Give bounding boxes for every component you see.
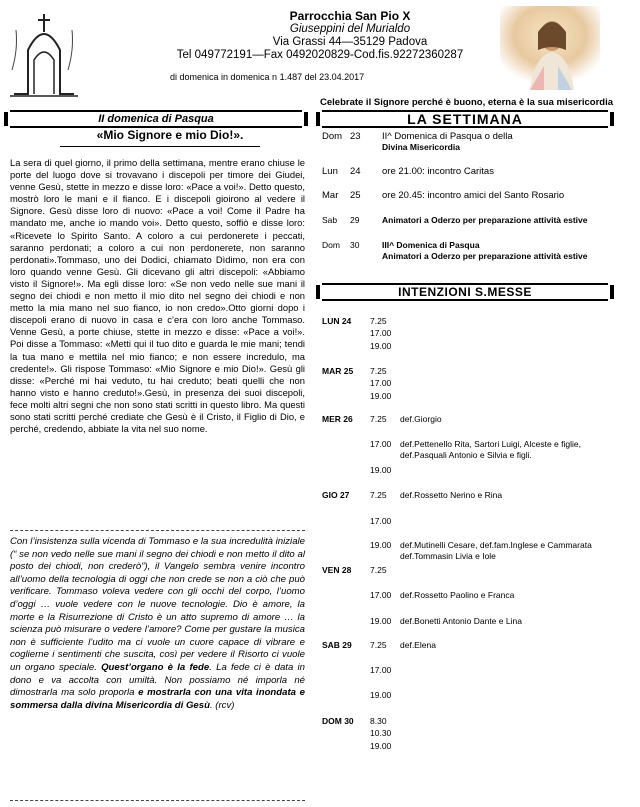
mass-intention: def.Rossetto Paolino e Franca (400, 590, 515, 600)
mass-day-label: MER 26 (322, 414, 353, 424)
week-event: ore 21.00: incontro Caritas (382, 166, 494, 177)
reflection-text (10, 536, 305, 712)
week-date: 29 (350, 215, 360, 225)
reflection-emphasis: e mostrarla con una vita inondata e sommersa dalla divina Misericordia di Gesù (10, 687, 305, 711)
week-event-line: Animatori a Oderzo per preparazione attività estive (382, 251, 588, 261)
mass-time: 19.00 (370, 616, 392, 626)
week-day: Mar (322, 190, 339, 201)
quote-underline (60, 146, 260, 147)
mass-intention: def.Giorgio (400, 414, 442, 424)
mass-time: 7.25 (370, 490, 387, 500)
mass-time: 19.00 (370, 391, 392, 401)
mass-time: 7.25 (370, 366, 387, 376)
mass-intention: def.Elena (400, 640, 436, 650)
divider (10, 530, 305, 531)
mass-time: 19.00 (370, 540, 392, 550)
divine-mercy-image (500, 6, 600, 90)
masses-banner: INTENZIONI S.MESSE (322, 283, 608, 301)
reflection-part: Con l’insistenza sulla vicenda di Tommaso e la sua incredulità iniziale (“ se non vedo nelle sue mani il segno dei chiodi e non metto il dito al posto dei chiodi, non crederò”), il Vangelo sembra venire incontro all’uomo della tecnologia di oggi che non crede se non a ciò che può verificare. Tommaso voleva vedere con gli occhi del corpo, l’uomo d’oggi … vuole vedere con le nuove tecnologie. Dio è amore, la morte e la Risurrezione di Cristo è un atto supremo di amore … la scienza può misurare o vedere l’amore? Come per gustare la musica non è sufficiente l’udito ma ci vuole un cuore capace di vibrare e coglierne i sentimenti che suscita, così per vedere il Risorto ci vuole un organo speciale. (10, 536, 305, 673)
week-date: 25 (350, 190, 361, 201)
week-day: Dom (322, 131, 343, 142)
mass-time: 8.30 (370, 716, 387, 726)
church-logo-icon (8, 10, 80, 98)
week-date: 24 (350, 166, 361, 177)
mass-day-label: SAB 29 (322, 640, 352, 650)
mass-time: 7.25 (370, 640, 387, 650)
mass-time: 17.00 (370, 665, 392, 675)
week-event (382, 240, 612, 262)
mass-day-label: LUN 24 (322, 316, 352, 326)
mass-day-label: VEN 28 (322, 565, 352, 575)
week-event: Animatori a Oderzo per preparazione attività estive (382, 215, 588, 225)
week-day: Dom (322, 240, 340, 250)
issue-line: di domenica in domenica n 1.487 del 23.04.2017 (170, 72, 365, 82)
week-event-line: III^ Domenica di Pasqua (382, 240, 480, 250)
parish-order: Giuseppini del Murialdo (289, 23, 411, 35)
mass-time: 17.00 (370, 590, 392, 600)
sunday-banner: II domenica di Pasqua (10, 110, 302, 128)
mass-time: 7.25 (370, 565, 387, 575)
mass-day-label: GIO 27 (322, 490, 350, 500)
mass-time: 19.00 (370, 690, 392, 700)
week-banner: LA SETTIMANA (322, 110, 608, 128)
mass-intention: def.Pettenello Rita, Sartori Luigi, Alceste e figlie, def.Pasquali Antonio e Silvia e figli. (400, 439, 581, 460)
mass-time: 7.25 (370, 414, 387, 424)
mass-time: 19.00 (370, 341, 392, 351)
motto: Celebrate il Signore perché è buono, eterna è la sua misericordia (320, 97, 614, 108)
mass-time: 10.30 (370, 728, 392, 738)
week-day: Sab (322, 215, 338, 225)
parish-name: Parrocchia San Pio X (289, 9, 411, 23)
mass-time: 19.00 (370, 465, 392, 475)
parish-address: Via Grassi 44—35129 Padova (272, 36, 428, 48)
mass-intention: def.Bonetti Antonio Dante e Lina (400, 616, 522, 626)
mass-intention: def.Mutinelli Cesare, def.fam.Inglese e Cammarata def.Tommasin Livia e Iole (400, 540, 592, 561)
week-date: 23 (350, 131, 361, 142)
week-event (382, 131, 612, 153)
mass-time: 17.00 (370, 378, 392, 388)
divider (10, 800, 305, 801)
week-day: Lun (322, 166, 338, 177)
mass-time: 17.00 (370, 439, 392, 449)
week-event: ore 20.45: incontro amici del Santo Rosario (382, 190, 565, 201)
reflection-part: . La fede ci è data in dono e va accolta con umiltà. Non possiamo né imporla né dimostrarla ma solo proporla (10, 661, 305, 699)
reflection-part: . (rcv) (209, 699, 235, 711)
parish-contacts: Tel 049772191—Fax 0492020829-Cod.fis.92272360287 (176, 49, 464, 61)
mass-time: 7.25 (370, 316, 387, 326)
gospel-text: La sera di quel giorno, il primo della settimana, mentre erano chiuse le porte del luogo dove si trovavano i discepoli per timore dei Giudei, venne Gesù, stette in mezzo e disse loro: «Pace a voi!». Detto questo, mostrò loro le mani e il fianco. E i discepoli gioirono al vedere il Signore. Gesù disse loro di nuovo: «Pace a voi! Come il Padre ha mandato me, anche io mando voi». Detto questo, soffiò e disse loro: «Ricevete lo Spirito Santo. A coloro a cui perdonerete i peccati, saranno perdonati; a coloro a cui non perdonerete, non saranno perdonati».Tommaso, uno dei Dodici, chiamato Dìdimo, non era con loro quando venne Gesù. Gli dicevano gli altri discepoli: «Abbiamo visto il Signore!». Ma egli disse loro: «Se non vedo nelle sue mani il segno dei chiodi e non metto il mio dito nel segno dei chiodi e non metto la mia mano nel suo fianco, io non credo».Otto giorni dopo i discepoli erano di nuovo in casa e c’era con loro anche Tommaso. Venne Gesù, a porte chiuse, stette in mezzo e disse: «Pace a voi!». Poi disse a Tommaso: «Metti qui il tuo dito e guarda le mie mani; tendi la tua mano e mettila nel mio fianco; e non essere incredulo, ma credente!». Gli rispose Tommaso: «Mio Signore e mio Dio!». Gesù gli disse: «Perché mi hai veduto, tu hai creduto; beati quelli che non hanno visto e hanno creduto!».Gesù, in presenza dei suoi discepoli, fece molti altri segni che non sono stati scritti in questo libro. Ma questi sono stati scritti perché crediate che Gesù è il Cristo, il Figlio di Dio, e perché, credendo, abbiate la vita nel suo nome. (10, 157, 305, 435)
mass-day-label: DOM 30 (322, 716, 354, 726)
mass-time: 19.00 (370, 741, 392, 751)
mass-intention: def.Rossetto Nerino e Rina (400, 490, 503, 500)
reflection-emphasis: Quest’organo è la fede (101, 661, 210, 673)
quote-title: «Mio Signore e mio Dio!». (96, 128, 244, 142)
mass-day-label: MAR 25 (322, 366, 354, 376)
mass-time: 17.00 (370, 328, 392, 338)
week-event-line: Divina Misericordia (382, 142, 460, 152)
week-event-line: II^ Domenica di Pasqua o della (382, 131, 513, 142)
week-date: 30 (350, 240, 360, 250)
parish-header (120, 10, 500, 62)
mass-time: 17.00 (370, 516, 392, 526)
